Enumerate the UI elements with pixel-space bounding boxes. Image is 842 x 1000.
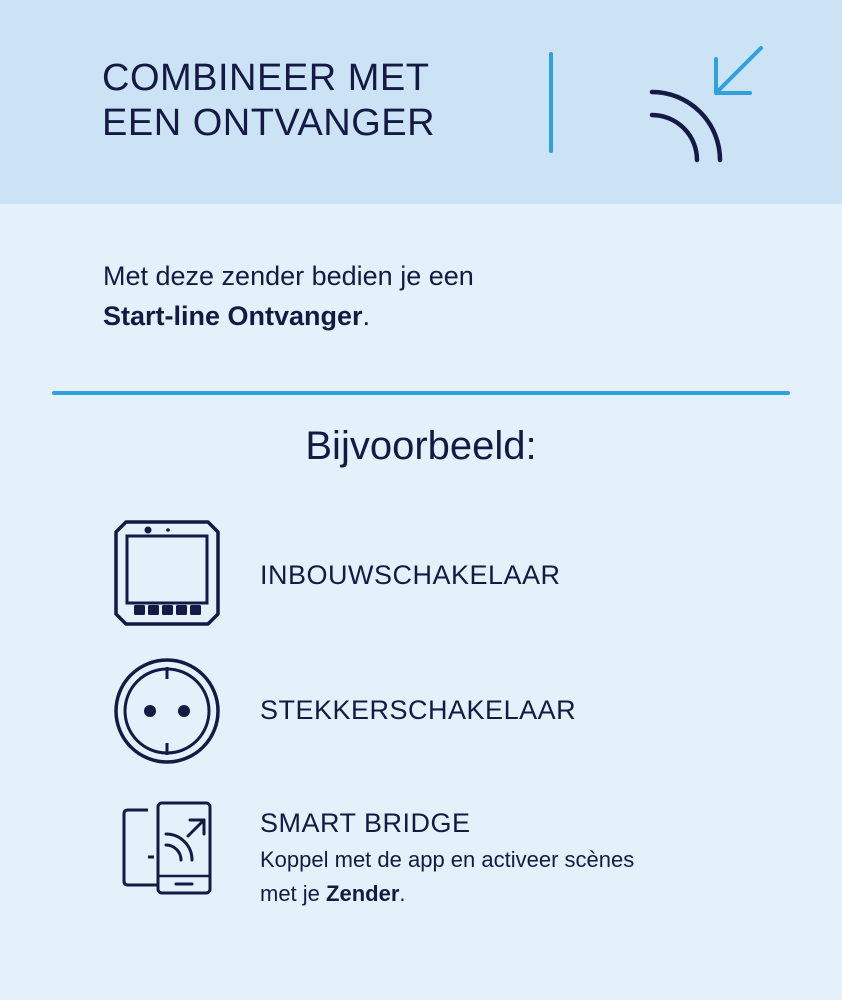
page-title-line-2: EEN ONTVANGER [102,102,436,144]
intro-product-name: Start-line Ontvanger [103,301,363,331]
receiver-signal-icon [640,40,770,170]
header-banner [0,0,842,204]
page-title-line-1: COMBINEER MET [102,57,430,99]
examples-heading: Bijvoorbeeld: [305,424,537,468]
smart-bridge-description-end: . [399,881,406,906]
intro-text-start: Met deze zender bedien je een [103,261,474,291]
intro-text-end: . [362,301,371,331]
smart-bridge-description-bold: Zender [326,881,400,906]
example-label-plug-switch: STEKKERSCHAKELAAR [260,695,577,725]
example-label-smart-bridge: SMART BRIDGE [260,808,471,838]
smart-bridge-icon [118,800,218,896]
page-title [102,56,435,146]
section-divider [52,391,790,395]
smart-bridge-description [260,843,634,911]
plug-socket-icon [112,656,222,766]
example-label-flush-switch: INBOUWSCHAKELAAR [260,560,561,590]
header-divider [549,52,553,153]
flush-switch-icon [112,518,222,628]
intro-text [103,256,474,336]
smart-bridge-description-line-1: Koppel met de app en activeer scènes [260,847,635,872]
smart-bridge-description-start: met je [260,881,327,906]
